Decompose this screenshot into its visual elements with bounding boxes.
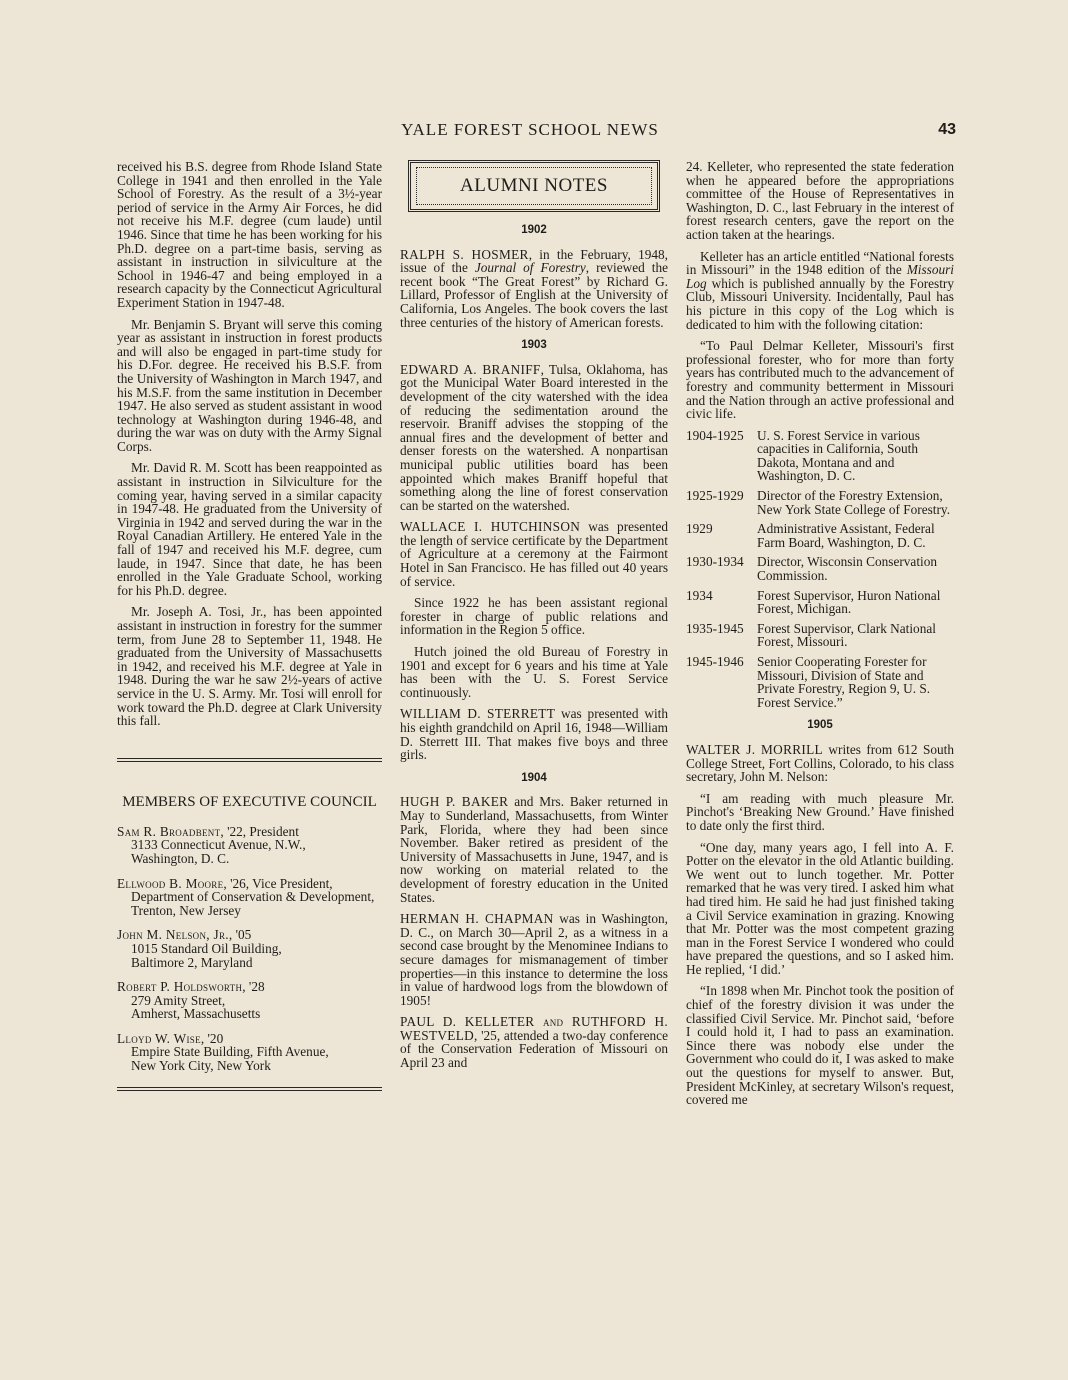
double-rule-divider <box>117 1087 382 1092</box>
member-address-line: Department of Conservation & Development, Trenton, New Jersey <box>131 889 375 918</box>
text-span: was presented with his eighth grandchild on April 16, 1948—William D. Sterrett III. That makes five boys and three girls. <box>400 706 668 763</box>
member-name: Robert P. Holdsworth <box>117 979 243 995</box>
career-entry <box>686 589 954 616</box>
alumnus-name: PAUL D. KELLETER and RUTHFORD H. WESTVELD <box>400 1014 668 1043</box>
council-member <box>117 980 382 1021</box>
career-years: 1934 <box>686 587 713 603</box>
member-address-line: 279 Amity Street, <box>131 992 226 1008</box>
member-role: , '26, Vice President, <box>223 875 333 891</box>
career-list <box>686 429 954 710</box>
member-address-line: Washington, D. C. <box>131 850 230 866</box>
column-left <box>117 160 382 1092</box>
paragraph <box>686 250 954 332</box>
member-role: , '28 <box>242 979 265 995</box>
career-years: 1929 <box>686 521 713 537</box>
career-description: Administrative Assistant, Federal Farm Board, Washington, D. C. <box>757 521 935 550</box>
career-entry <box>686 655 954 709</box>
text-span: which is published annually by the Forestry Club, Missouri University. Incidentally, Paul has his picture in this copy of the Log which is dedicated to him with the following citation: <box>686 275 954 332</box>
text-span: , in the February, 1948, issue of the <box>400 246 668 276</box>
paragraph: Hutch joined the old Bureau of Forestry in 1901 and except for 6 years and his time at Yale has been with the U. S. Forest Service continuously. <box>400 644 668 700</box>
paragraph <box>400 520 668 588</box>
paragraph: Mr. Benjamin S. Bryant will serve this coming year as assistant in instruction in forest products and will also be engaged in part-time study for his D.For. degree. He received his B.S.F. from the University of Washington in March 1947, and his M.S.F. from the same institution in December 1947. He also served as student assistant in wood technology at Washington during 1946-48, and during the war was on duty with the Army Signal Corps. <box>117 316 382 454</box>
paragraph <box>400 363 668 513</box>
career-entry <box>686 622 954 649</box>
quote-paragraph: “One day, many years ago, I fell into A. F. Potter on the elevator in the old Atlantic building. We went out to lunch together. Mr. Potter remarked that he was very tired. I asked him what had tired him. He said he had just finished taking a Civil Service examination in grazing. Knowing that Mr. Potter was the most competent grazing man in the Forest Service I wondered who could have prepared the questions, and so I asked him. He replied, ‘I did.’ <box>686 839 954 977</box>
text-span: and Mrs. Baker returned in May to Sunderland, Massachusetts, from Winter Park, Florida, where they had been since November. Baker retired as president of the University of Massachusetts in June, 1947, and is now working on material related to the development of forestry education in the United States. <box>400 794 668 905</box>
career-years: 1945-1946 <box>686 654 744 669</box>
career-entry <box>686 489 954 516</box>
member-name: Ellwood B. Moore <box>117 875 224 891</box>
class-year-heading: 1904 <box>521 771 547 784</box>
paragraph: Since 1922 he has been assistant regional forester in charge of public relations and information in the Region 5 office. <box>400 595 668 638</box>
alumnus-name: EDWARD A. BRANIFF <box>400 361 541 377</box>
alumnus-name: WILLIAM D. STERRETT <box>400 706 556 722</box>
text-span: was presented the length of service certificate by the Department of Agriculture at a ceremony at the Fairmont Hotel in San Francisco. He has filled out 40 years of service. <box>400 519 668 589</box>
alumnus-name: HERMAN H. CHAPMAN <box>400 911 554 927</box>
text-span: , reviewed the recent book “The Great Forest” by Richard G. Lillard, Professor of English at the University of California, Los Angeles. The book covers the last three centuries of the history of American forests. <box>400 260 669 330</box>
council-member <box>117 928 382 969</box>
publication-title: Missouri Log <box>686 262 954 291</box>
alumni-notes-title: ALUMNI NOTES <box>460 175 608 197</box>
running-title: YALE FOREST SCHOOL NEWS <box>401 120 659 139</box>
paragraph <box>686 743 954 784</box>
career-years: 1935-1945 <box>686 620 744 636</box>
career-description: Forest Supervisor, Huron National Forest, Michigan. <box>757 587 941 617</box>
paragraph <box>400 795 668 904</box>
member-address-line: 1015 Standard Oil Building, <box>131 940 282 956</box>
class-year-heading: 1903 <box>521 339 547 352</box>
member-role: , '20 <box>200 1030 224 1046</box>
career-description: Senior Cooperating Forester for Missouri, Division of State and Private Forestry, Region 9, U. S. Forest Service.” <box>757 654 931 710</box>
page-number: 43 <box>938 121 956 138</box>
career-entry <box>686 522 954 549</box>
paragraph: 24. Kelleter, who represented the state federation when he appeared before the appropriations committee of the House of Representatives in Washington, D. C., last February in the interest of forest research centers, gave the report on the action taken at the hearings. <box>686 159 954 242</box>
executive-council-heading: MEMBERS OF EXECUTIVE COUNCIL <box>122 793 377 810</box>
text-span: , '25, attended a two-day conference of the Conservation Federation of Missouri on April 23 and <box>400 1027 668 1071</box>
council-member <box>117 877 382 918</box>
member-role: , '05 <box>228 927 252 943</box>
member-role: , '22, President <box>220 823 299 839</box>
column-middle <box>400 160 668 1078</box>
paragraph: Mr. David R. M. Scott has been reappointed as assistant in instruction in Silviculture for the coming year, having served in a similar capacity in 1947-48. He graduated from the University of Virginia in 1942 and served during the war in the Royal Canadian Artillery. He entered Yale in the fall of 1947 and received his M.F. degree, cum laude, in 1947. Since that date, he has been enrolled in the Yale Graduate School, working for his Ph.D. degree. <box>117 460 382 598</box>
career-entry <box>686 555 954 582</box>
career-years: 1930-1934 <box>686 554 744 570</box>
career-entry <box>686 429 954 483</box>
paragraph <box>400 1015 668 1069</box>
class-year-heading: 1902 <box>521 224 547 236</box>
text-span: was in Washington, D. C., on March 30—April 2, as a witness in a second case brought by the Menominee Indians to secure damages for mismanagement of timber properties—in this instance to determine the loss in value of hardwood logs from the blowdown of 1905! <box>400 911 669 1008</box>
double-rule-divider <box>117 758 382 763</box>
paragraph: Mr. Joseph A. Tosi, Jr., has been appointed assistant in instruction in forestry for the summer term, from June 28 to September 11, 1948. He graduated from the University of Massachusetts in 1942, and received his M.F. degree at Yale in 1948. During the war he saw 2½-years of active service in the U. S. Army. Mr. Tosi will enroll for work toward the Ph.D. degree at Clark University this fall. <box>117 604 382 729</box>
council-member <box>117 825 382 866</box>
member-address-line: Baltimore 2, Maryland <box>131 954 253 970</box>
member-address-line: New York City, New York <box>131 1058 271 1074</box>
class-year-heading: 1905 <box>807 719 833 732</box>
council-member <box>117 1032 382 1073</box>
career-description: Director, Wisconsin Conservation Commission. <box>757 554 938 584</box>
career-years: 1925-1929 <box>686 488 744 504</box>
paragraph <box>400 707 668 761</box>
alumnus-name: HUGH P. BAKER <box>400 794 509 810</box>
career-description: Director of the Forestry Extension, New York State College of Forestry. <box>757 488 951 517</box>
alumni-notes-heading-box <box>408 160 660 212</box>
paragraph <box>400 912 668 1007</box>
career-description: U. S. Forest Service in various capacities in California, South Dakota, Montana and and Washington, D. C. <box>757 427 920 484</box>
citation-paragraph: “To Paul Delmar Kelleter, Missouri's first professional forester, who for more than forty years has contributed much to the advancement of forestry and community betterment in Missouri and the Nation through an active professional and civic life. <box>686 338 954 422</box>
career-description: Forest Supervisor, Clark National Forest, Missouri. <box>757 620 936 650</box>
member-name: Sam R. Broadbent <box>117 823 221 839</box>
quote-paragraph: “I am reading with much pleasure Mr. Pinchot's ‘Breaking New Ground.’ Have finished to date only the first third. <box>686 790 954 833</box>
text-span: writes from 612 South College Street, Fort Collins, Colorado, to his class secretary, John M. Nelson: <box>686 741 954 785</box>
paragraph: received his B.S. degree from Rhode Island State College in 1941 and then enrolled in the Yale School of Forestry. As the result of a 3½-year period of service in the Army Air Forces, he did not receive his M.F. degree (cum laude) until 1946. Since that time he has been working for his Ph.D. degree on a part-time basis, serving as assistant in instruction in silviculture at the School in 1946-47 and being employed in a research capacity by the Connecticut Agricultural Experiment Station in 1947-48. <box>117 159 382 310</box>
alumnus-name: WALLACE I. HUTCHINSON <box>400 519 581 535</box>
member-address-line: 3133 Connecticut Avenue, N.W., <box>131 837 306 853</box>
member-address-line: Amherst, Massachusetts <box>131 1006 261 1022</box>
alumnus-name: WALTER J. MORRILL <box>686 741 823 757</box>
paragraph <box>400 248 668 330</box>
alumnus-name: RALPH S. HOSMER <box>400 246 529 262</box>
column-right <box>686 160 954 1115</box>
text-span: Kelleter has an article entitled “National forests in Missouri” in the 1948 edition of the <box>686 248 954 278</box>
text-span: , Tulsa, Oklahoma, has got the Municipal Water Board interested in the development of the city watershed with the idea of reducing the sedimentation around the reservoir. Braniff advises the stopping of the annual fires and the development of better and denser forests on the watershed. A nonpartisan municipal public utilities board has been appointed which makes Braniff hopeful that something along the line of forest conservation can be started on the watershed. <box>400 361 668 513</box>
journal-title: Journal of Forestry <box>474 260 586 276</box>
quote-paragraph: “In 1898 when Mr. Pinchot took the position of chief of the forestry division it was under the classified Civil Service. Mr. Pinchot said, ‘before I could hold it, I had to pass an examination. Since there was nobody else under the Government who could do it, I was asked to make out the questions for myself to answer. But, President McKinley, at secretary Wilson's request, covered me <box>686 983 954 1108</box>
member-address-line: Empire State Building, Fifth Avenue, <box>131 1044 329 1060</box>
career-years: 1904-1925 <box>686 427 744 443</box>
member-name: Lloyd W. Wise <box>117 1030 201 1046</box>
member-name: John M. Nelson, Jr. <box>117 927 229 943</box>
